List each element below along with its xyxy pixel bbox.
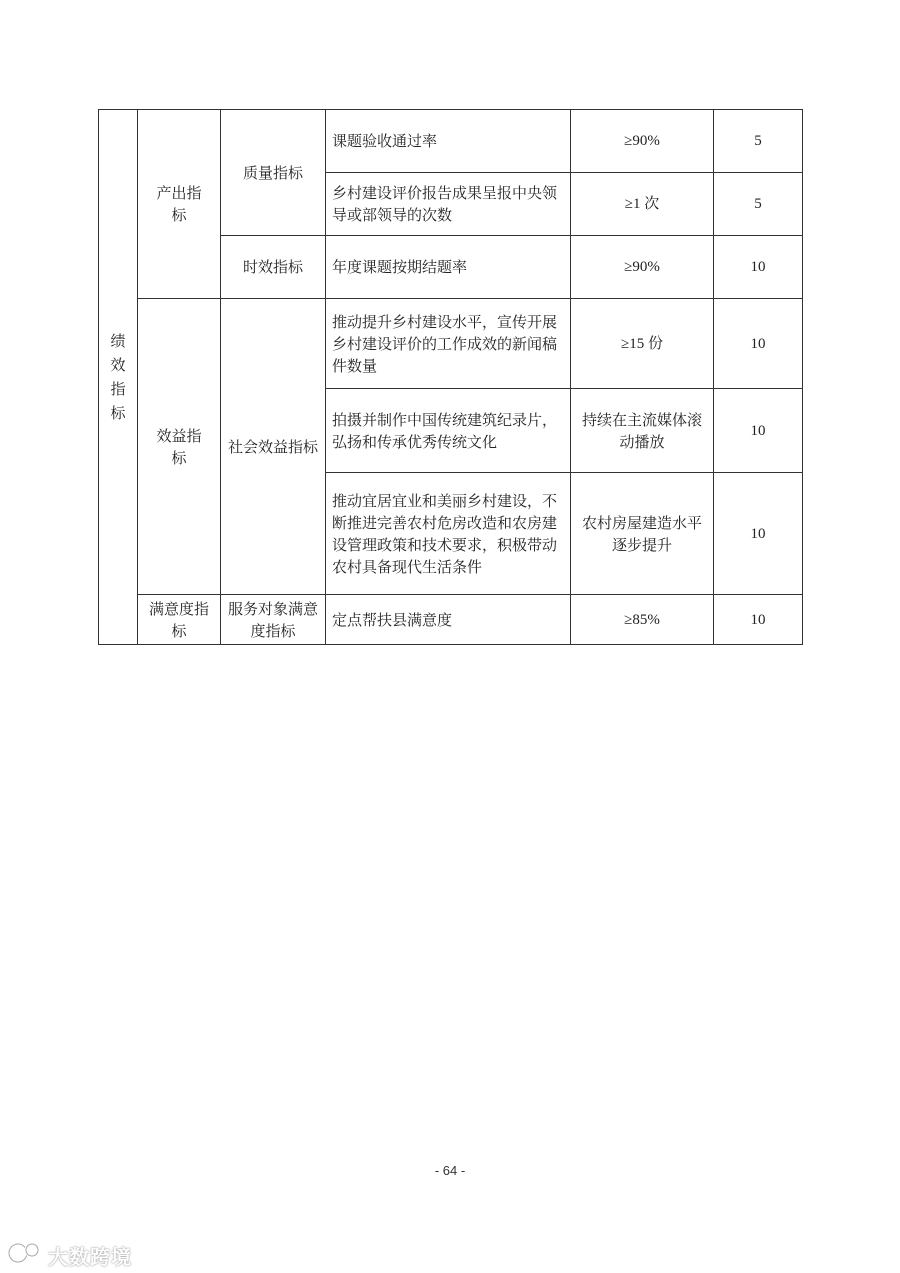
- indicator-cell: 推动提升乡村建设水平，宣传开展乡村建设评价的工作成效的新闻稿件数量: [326, 299, 571, 389]
- benefit-group-cell: [138, 299, 221, 595]
- brand-logo-icon: [6, 1238, 42, 1272]
- quality-label: 质量指标: [242, 163, 303, 182]
- social-label: 社会效益指标: [228, 437, 319, 456]
- indicator-cell: 定点帮扶县满意度: [326, 595, 571, 645]
- watermark-text: 大数跨境: [48, 1244, 132, 1269]
- page-number: - 64 -: [434, 1163, 466, 1178]
- watermark: [6, 1238, 132, 1272]
- output-group-cell: [138, 110, 221, 299]
- timeliness-cell: [221, 236, 326, 299]
- table-row: [99, 110, 803, 173]
- level1-cell: [99, 110, 138, 645]
- indicator-cell: 推动宜居宜业和美丽乡村建设，不断推进完善农村危房改造和农房建设管理政策和技术要求，积极带动农村具备现代生活条件: [326, 473, 571, 595]
- satisfaction-group-label: 满意度指标: [148, 599, 209, 640]
- target-cell: [571, 389, 714, 473]
- score-cell: 10: [714, 389, 803, 473]
- score-cell: 10: [714, 236, 803, 299]
- benefit-group-label: 效益指标: [156, 426, 202, 467]
- timeliness-label: 时效指标: [242, 258, 303, 276]
- level1-label: 绩效指标: [110, 332, 126, 422]
- indicator-cell: 乡村建设评价报告成果呈报中央领导或部领导的次数: [326, 173, 571, 236]
- performance-indicator-table: [98, 109, 803, 645]
- service-cell: [221, 595, 326, 645]
- quality-cell: [221, 110, 326, 236]
- score-cell: 5: [714, 110, 803, 173]
- output-group-label: 产出指标: [156, 184, 202, 224]
- target-cell: ≥85%: [571, 595, 714, 645]
- indicator-cell: 拍摄并制作中国传统建筑纪录片，弘扬和传承优秀传统文化: [326, 389, 571, 473]
- table-row: [99, 299, 803, 389]
- social-cell: [221, 299, 326, 595]
- satisfaction-group-cell: [138, 595, 221, 645]
- indicator-cell: 课题验收通过率: [326, 110, 571, 173]
- indicator-cell: 年度课题按期结题率: [326, 236, 571, 299]
- target-text: 持续在主流媒体滚动播放: [581, 410, 702, 451]
- table-row: [99, 595, 803, 645]
- score-cell: 10: [714, 299, 803, 389]
- target-cell: ≥90%: [571, 110, 714, 173]
- score-cell: 10: [714, 595, 803, 645]
- score-cell: 5: [714, 173, 803, 236]
- target-text: 农村房屋建造水平逐步提升: [581, 513, 702, 554]
- target-cell: ≥90%: [571, 236, 714, 299]
- service-label: 服务对象满意度指标: [227, 599, 318, 640]
- target-cell: ≥1 次: [571, 173, 714, 236]
- target-cell: [571, 473, 714, 595]
- score-cell: 10: [714, 473, 803, 595]
- target-cell: ≥15 份: [571, 299, 714, 389]
